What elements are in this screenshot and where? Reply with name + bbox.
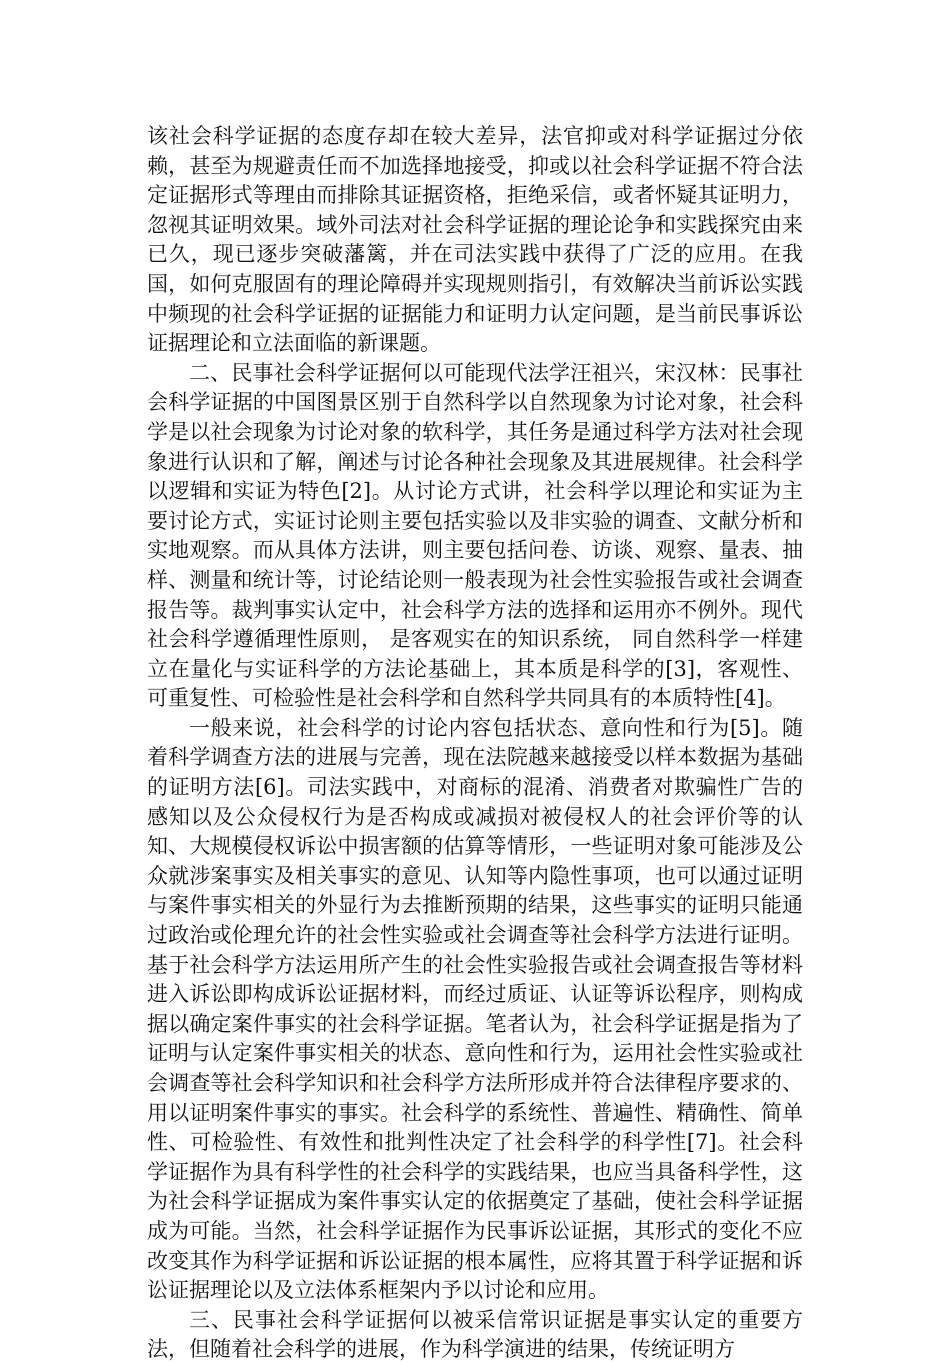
paragraph-1: 该社会科学证据的态度存却在较大差异，法官抑或对科学证据过分依赖，甚至为规避责任而不加选择地接受，抑或以社会科学证据不符合法定证据形式等理由而排除其证据资格，拒绝采信，或者怀疑其证明力，忽视其证明效果。域外司法对社会科学证据的理论论争和实践探究由来已久，现已逐步突破藩篱，并在司法实践中获得了广泛的应用。在我国，如何克服固有的理论障碍并实现规则指引，有效解决当前诉讼实践中频现的社会科学证据的证据能力和证明力认定问题，是当前民事诉讼证据理论和立法面临的新课题。 [147,124,803,356]
document-page [147,122,803,1365]
paragraph-2: 二、民事社会科学证据何以可能现代法学汪祖兴，宋汉林：民事社会科学证据的中国图景区别于自然科学以自然现象为讨论对象，社会科学是以社会现象为讨论对象的软科学，其任务是通过科学方法对社会现象进行认识和了解，阐述与讨论各种社会现象及其进展规律。社会科学以逻辑和实证为特色[2]。从讨论方式讲，社会科学以理论和实证为主要讨论方式，实证讨论则主要包括实验以及非实验的调查、文献分析和实地观察。而从具体方法讲，则主要包括问卷、访谈、观察、量表、抽样、测量和统计等，讨论结论则一般表现为社会性实验报告或社会调查报告等。裁判事实认定中，社会科学方法的选择和运用亦不例外。现代社会科学遵循理性原则， 是客观实在的知识系统， 同自然科学一样建立在量化与实证科学的方法论基础上，其本质是科学的[3]，客观性、可重复性、可检验性是社会科学和自然科学共同具有的本质特性[4]。 [147,360,803,711]
paragraph-4: 三、民事社会科学证据何以被采信常识证据是事实认定的重要方法，但随着社会科学的进展，作为科学演进的结果，传统证明方 [147,1307,803,1362]
paragraph-3: 一般来说，社会科学的讨论内容包括状态、意向性和行为[5]。随着科学调查方法的进展与完善，现在法院越来越接受以样本数据为基础的证明方法[6]。司法实践中，对商标的混淆、消费者对欺骗性广告的感知以及公众侵权行为是否构成或减损对被侵权人的社会评价等的认知、大规模侵权诉讼中损害额的估算等情形，一些证明对象可能涉及公众就涉案事实及相关事实的意见、认知等内隐性事项，也可以通过证明与案件事实相关的外显行为去推断预期的结果，这些事实的证明只能通过政治或伦理允许的社会性实验或社会调查等社会科学方法进行证明。基于社会科学方法运用所产生的社会性实验报告或社会调查报告等材料进入诉讼即构成诉讼证据材料，而经过质证、认证等诉讼程序，则构成据以确定案件事实的社会科学证据。笔者认为，社会科学证据是指为了证明与认定案件事实相关的状态、意向性和行为，运用社会性实验或社会调查等社会科学知识和社会科学方法所形成并符合法律程序要求的、用以证明案件事实的事实。社会科学的系统性、普遍性、精确性、简单性、可检验性、有效性和批判性决定了社会科学的科学性[7]。社会科学证据作为具有科学性的社会科学的实践结果，也应当具备科学性，这为社会科学证据成为案件事实认定的依据奠定了基础，使社会科学证据成为可能。当然，社会科学证据作为民事诉讼证据，其形式的变化不应改变其作为科学证据和诉讼证据的根本属性，应将其置于科学证据和诉讼证据理论以及立法体系框架内予以讨论和应用。 [147,715,803,1303]
